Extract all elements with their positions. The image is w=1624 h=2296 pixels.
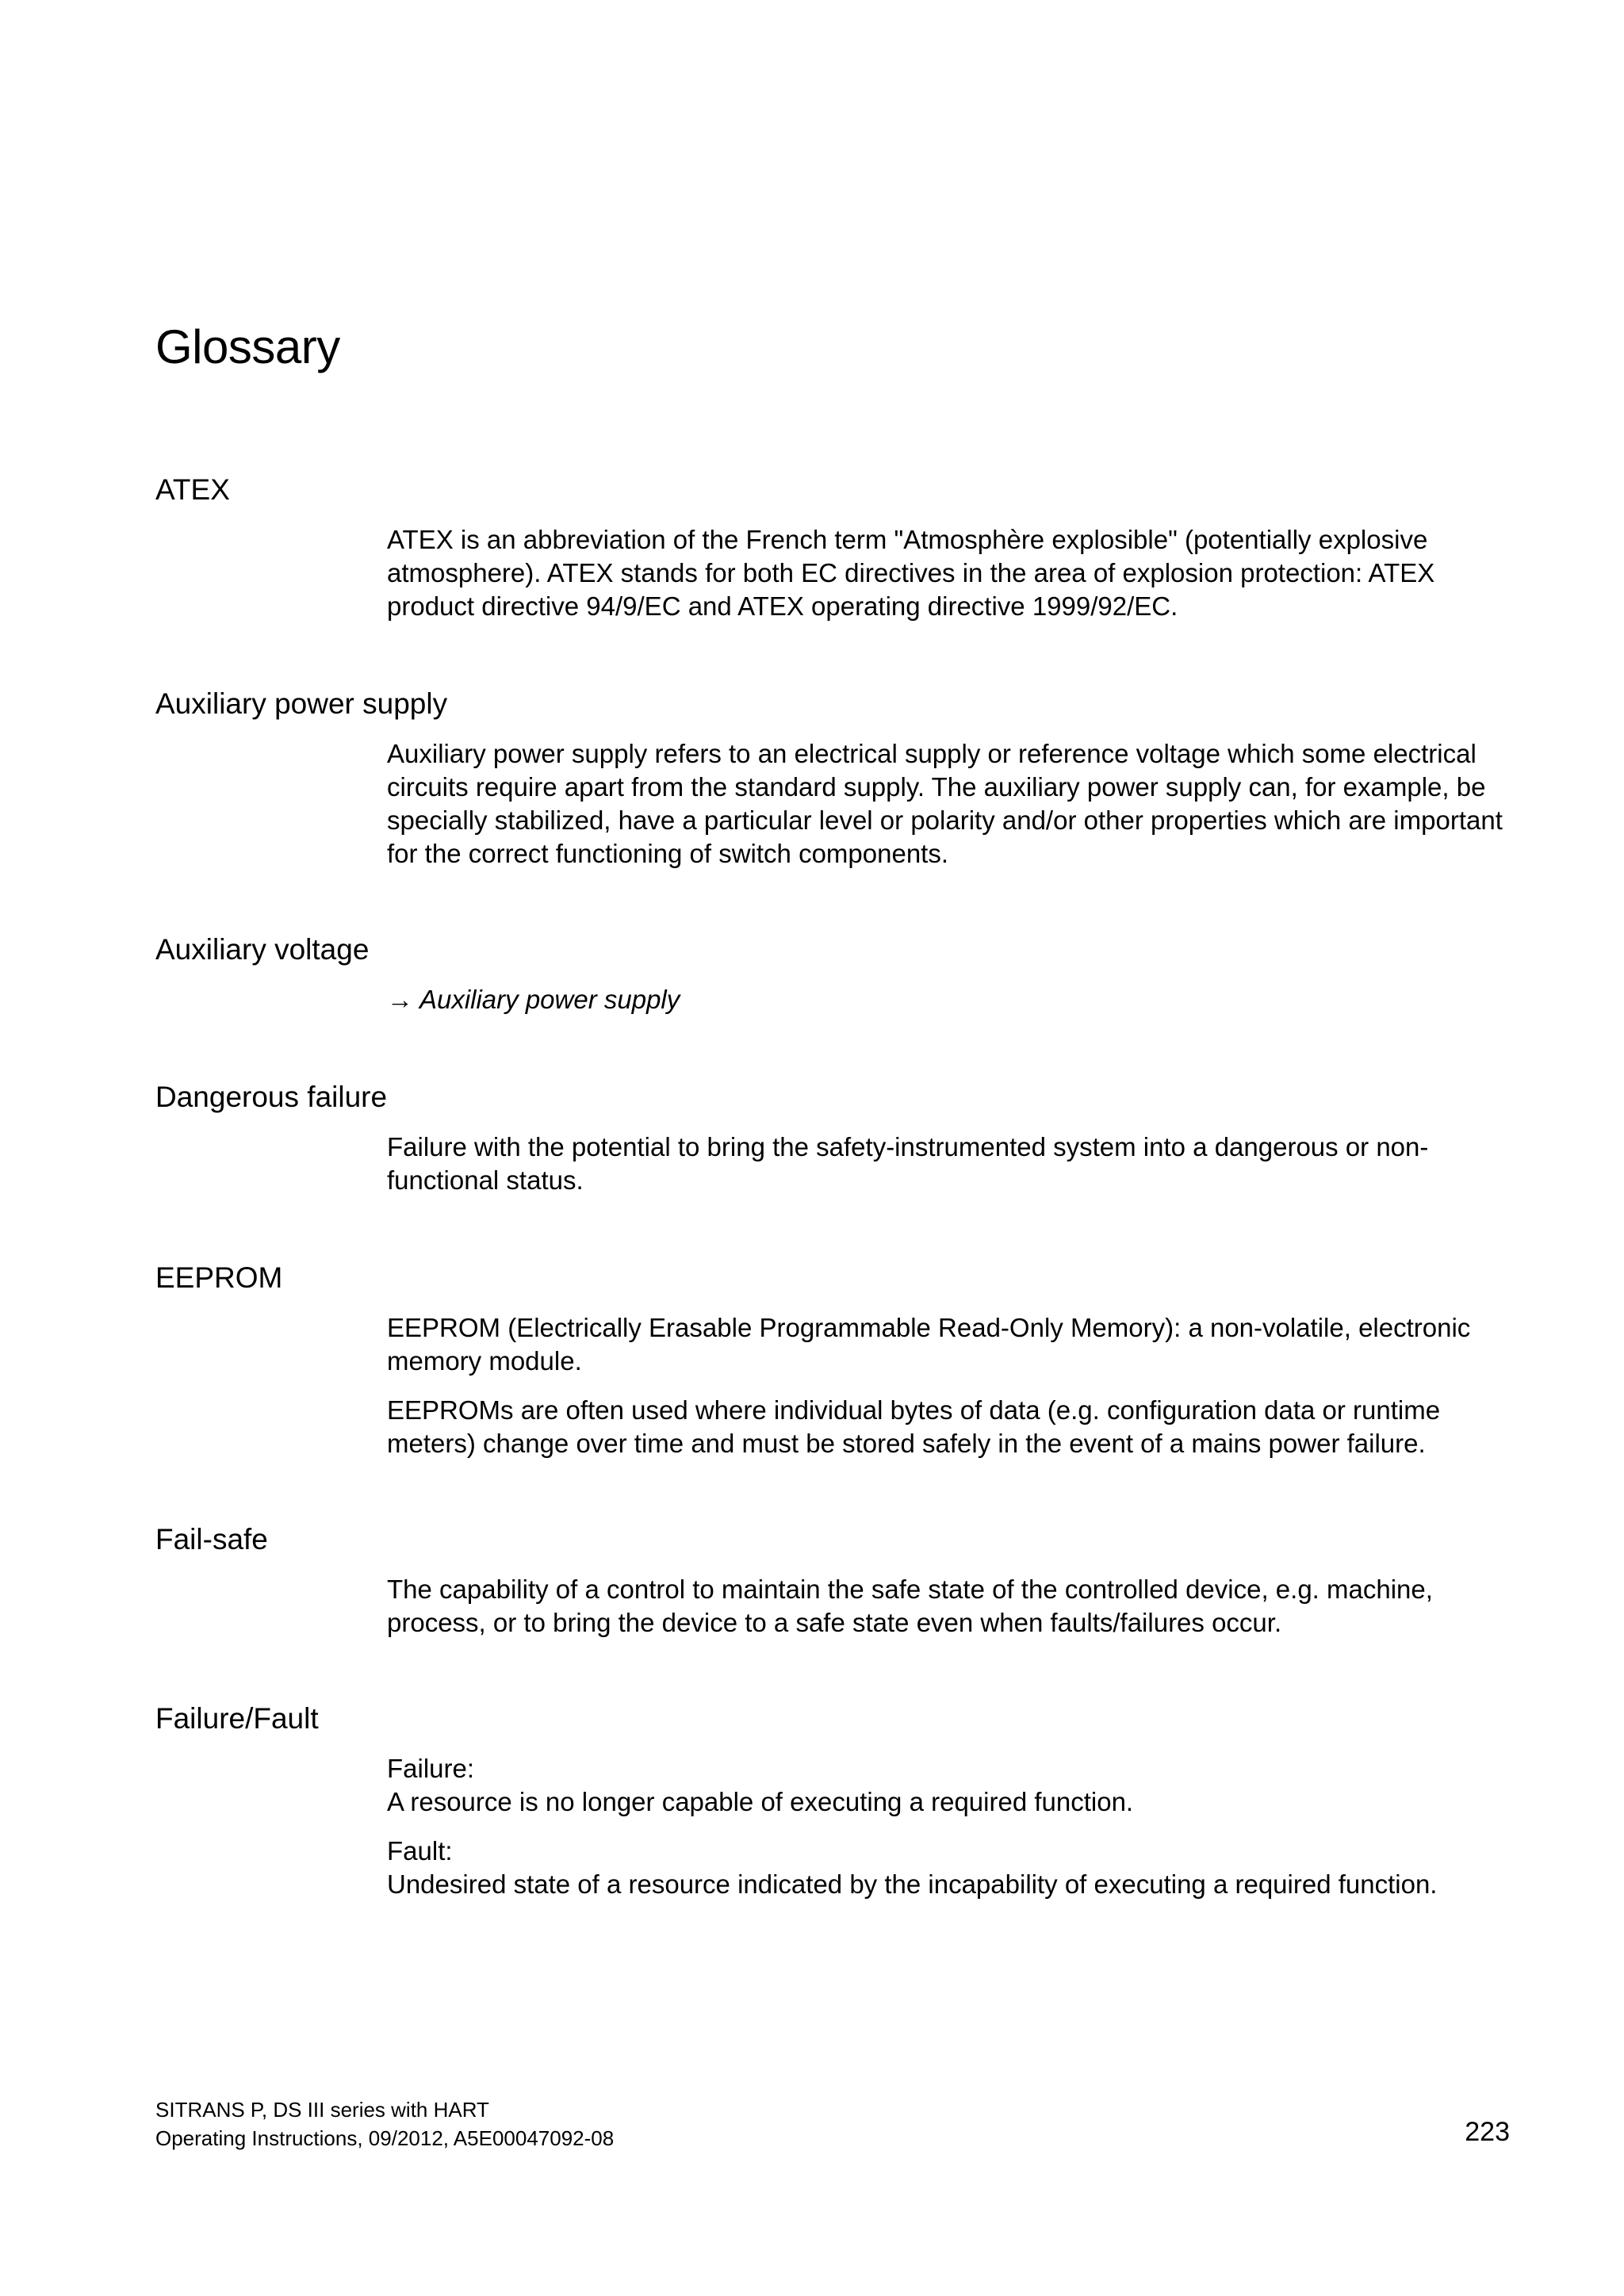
definition-text: A resource is no longer capable of executing a required function. (387, 1787, 1134, 1816)
glossary-definition-fail-safe (387, 1573, 1513, 1640)
definition-paragraph: Auxiliary power supply refers to an electrical supply or reference voltage which some electrical circuits require apart from the standard supply. The auxiliary power supply can, for example, be specially stabilized, have a particular level or polarity and/or other properties which are important for the correct functioning of switch components. (387, 739, 1503, 868)
definition-paragraph: EEPROMs are often used where individual bytes of data (e.g. configuration data or runtime meters) change over time and must be stored safely in the event of a mains power failure. (387, 1395, 1441, 1458)
glossary-definition-atex (387, 523, 1513, 623)
arrow-right-icon: → (387, 985, 413, 1014)
glossary-term-atex: ATEX (155, 473, 230, 506)
glossary-term-auxiliary-power-supply: Auxiliary power supply (155, 687, 448, 720)
page-title: Glossary (155, 320, 340, 373)
glossary-definition-auxiliary-power-supply (387, 737, 1513, 871)
glossary-definition-failure-fault (387, 1752, 1513, 1901)
footer-edition: Operating Instructions, 09/2012, A5E00047092-08 (155, 2126, 615, 2150)
footer-product-name: SITRANS P, DS III series with HART (155, 2098, 489, 2122)
definition-paragraph: ATEX is an abbreviation of the French term "Atmosphère explosible" (potentially explosive atmosphere). ATEX stands for both EC directives in the area of explosion protection: ATEX product directive 94/9/EC and ATEX operating directive 1999/92/EC. (387, 525, 1435, 621)
glossary-term-dangerous-failure: Dangerous failure (155, 1081, 388, 1113)
glossary-definition-eeprom (387, 1311, 1513, 1460)
definition-paragraph (387, 1752, 1513, 1819)
definition-label: Fault: (387, 1836, 453, 1866)
glossary-term-auxiliary-voltage: Auxiliary voltage (155, 933, 370, 966)
definition-paragraph: EEPROM (Electrically Erasable Programmable Read-Only Memory): a non-volatile, electronic memory module. (387, 1313, 1471, 1376)
glossary-definition-dangerous-failure (387, 1131, 1513, 1197)
cross-reference[interactable] (387, 983, 1513, 1016)
definition-text: Undesired state of a resource indicated by the incapability of executing a required function. (387, 1869, 1438, 1899)
definition-paragraph (387, 1835, 1513, 1901)
definition-label: Failure: (387, 1754, 475, 1783)
definition-paragraph: Failure with the potential to bring the safety-instrumented system into a dangerous or non-functional status. (387, 1132, 1429, 1195)
page-number: 223 (1465, 2117, 1510, 2147)
glossary-term-eeprom: EEPROM (155, 1261, 283, 1294)
glossary-definition-auxiliary-voltage (387, 983, 1513, 1016)
footer-document-info (155, 2095, 614, 2152)
definition-paragraph: The capability of a control to maintain the safe state of the controlled device, e.g. machine, process, or to bring the device to a safe state even when faults/failures occur. (387, 1575, 1433, 1637)
glossary-term-fail-safe: Fail-safe (155, 1523, 268, 1556)
glossary-term-failure-fault: Failure/Fault (155, 1702, 319, 1735)
cross-reference-link[interactable]: Auxiliary power supply (419, 985, 680, 1014)
